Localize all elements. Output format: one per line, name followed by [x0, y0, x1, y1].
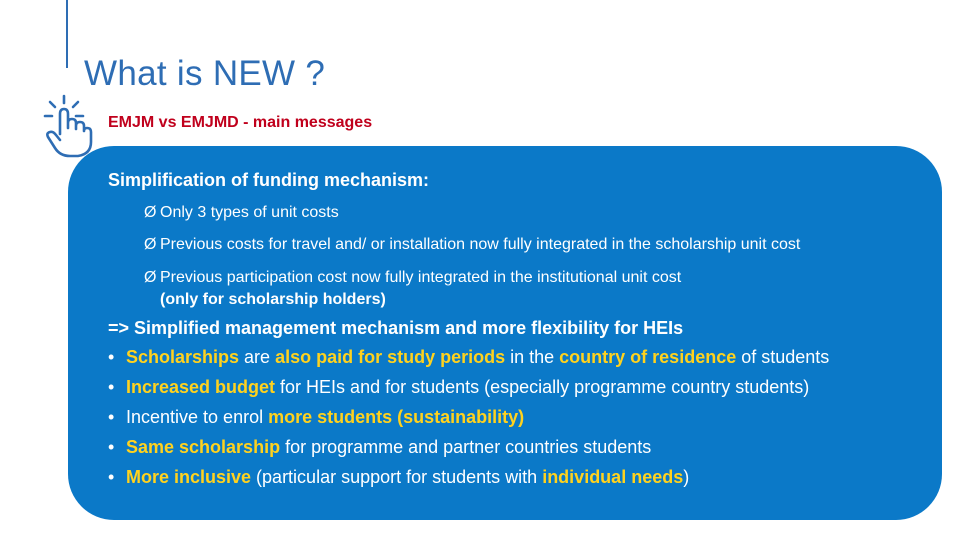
highlighted-text: Scholarships — [126, 347, 240, 367]
highlighted-text: more students (sustainability) — [268, 407, 525, 427]
title-accent-line — [66, 0, 68, 68]
arrow-bullet-icon: Ø — [144, 236, 157, 253]
bullet-list — [108, 347, 829, 497]
highlighted-text: also paid for study periods — [275, 347, 506, 367]
bullet-text-segment: (particular support for students with — [251, 467, 543, 487]
bullet-item — [108, 407, 829, 437]
bullet-text — [126, 347, 829, 368]
arrow-list-item-continuation: (only for scholarship holders) — [160, 291, 386, 308]
bullet-text-segment: Incentive to enrol — [126, 407, 269, 427]
bullet-dot-icon: • — [108, 467, 115, 487]
arrow-list-item: Ø Previous costs for travel and/ or installation now fully integrated in the scholarship unit cost — [144, 236, 801, 253]
bullet-dot-icon: • — [108, 407, 115, 427]
arrow-list-item: Ø Only 3 types of unit costs — [144, 204, 339, 221]
slide-title: What is NEW ? — [84, 54, 326, 93]
bullet-dot-icon: • — [108, 377, 115, 397]
arrow-list-item: Ø Previous participation cost now fully integrated in the institutional unit cost — [144, 269, 682, 286]
arrow-bullet-icon: Ø — [144, 204, 157, 221]
bullet-text — [126, 377, 809, 398]
box-heading: Simplification of funding mechanism: — [108, 170, 430, 190]
highlighted-text: Increased budget — [126, 377, 276, 397]
highlighted-text: country of residence — [559, 347, 737, 367]
conclusion-line: => Simplified management mechanism and more flexibility for HEIs — [108, 318, 684, 338]
bullet-text — [126, 467, 689, 488]
bullet-item — [108, 437, 829, 467]
bullet-text-segment: of students — [736, 347, 830, 367]
bullet-text — [126, 407, 524, 428]
bullet-text-segment: are — [239, 347, 276, 367]
bullet-text-segment: in the — [505, 347, 560, 367]
arrow-bullet-icon: Ø — [144, 269, 157, 286]
bullet-text-segment: for programme and partner countries students — [280, 437, 652, 457]
highlighted-text: individual needs — [542, 467, 684, 487]
bullet-item — [108, 467, 829, 497]
hand-pointer-icon — [40, 94, 96, 158]
bullet-text-segment: for HEIs and for students (especially programme country students) — [275, 377, 810, 397]
highlighted-text: More inclusive — [126, 467, 252, 487]
slide-subtitle: EMJM vs EMJMD - main messages — [108, 114, 373, 131]
bullet-dot-icon: • — [108, 437, 115, 457]
bullet-text — [126, 437, 651, 458]
bullet-item — [108, 347, 829, 377]
bullet-text-segment: ) — [683, 467, 690, 487]
bullet-dot-icon: • — [108, 347, 115, 367]
bullet-item — [108, 377, 829, 407]
highlighted-text: Same scholarship — [126, 437, 281, 457]
